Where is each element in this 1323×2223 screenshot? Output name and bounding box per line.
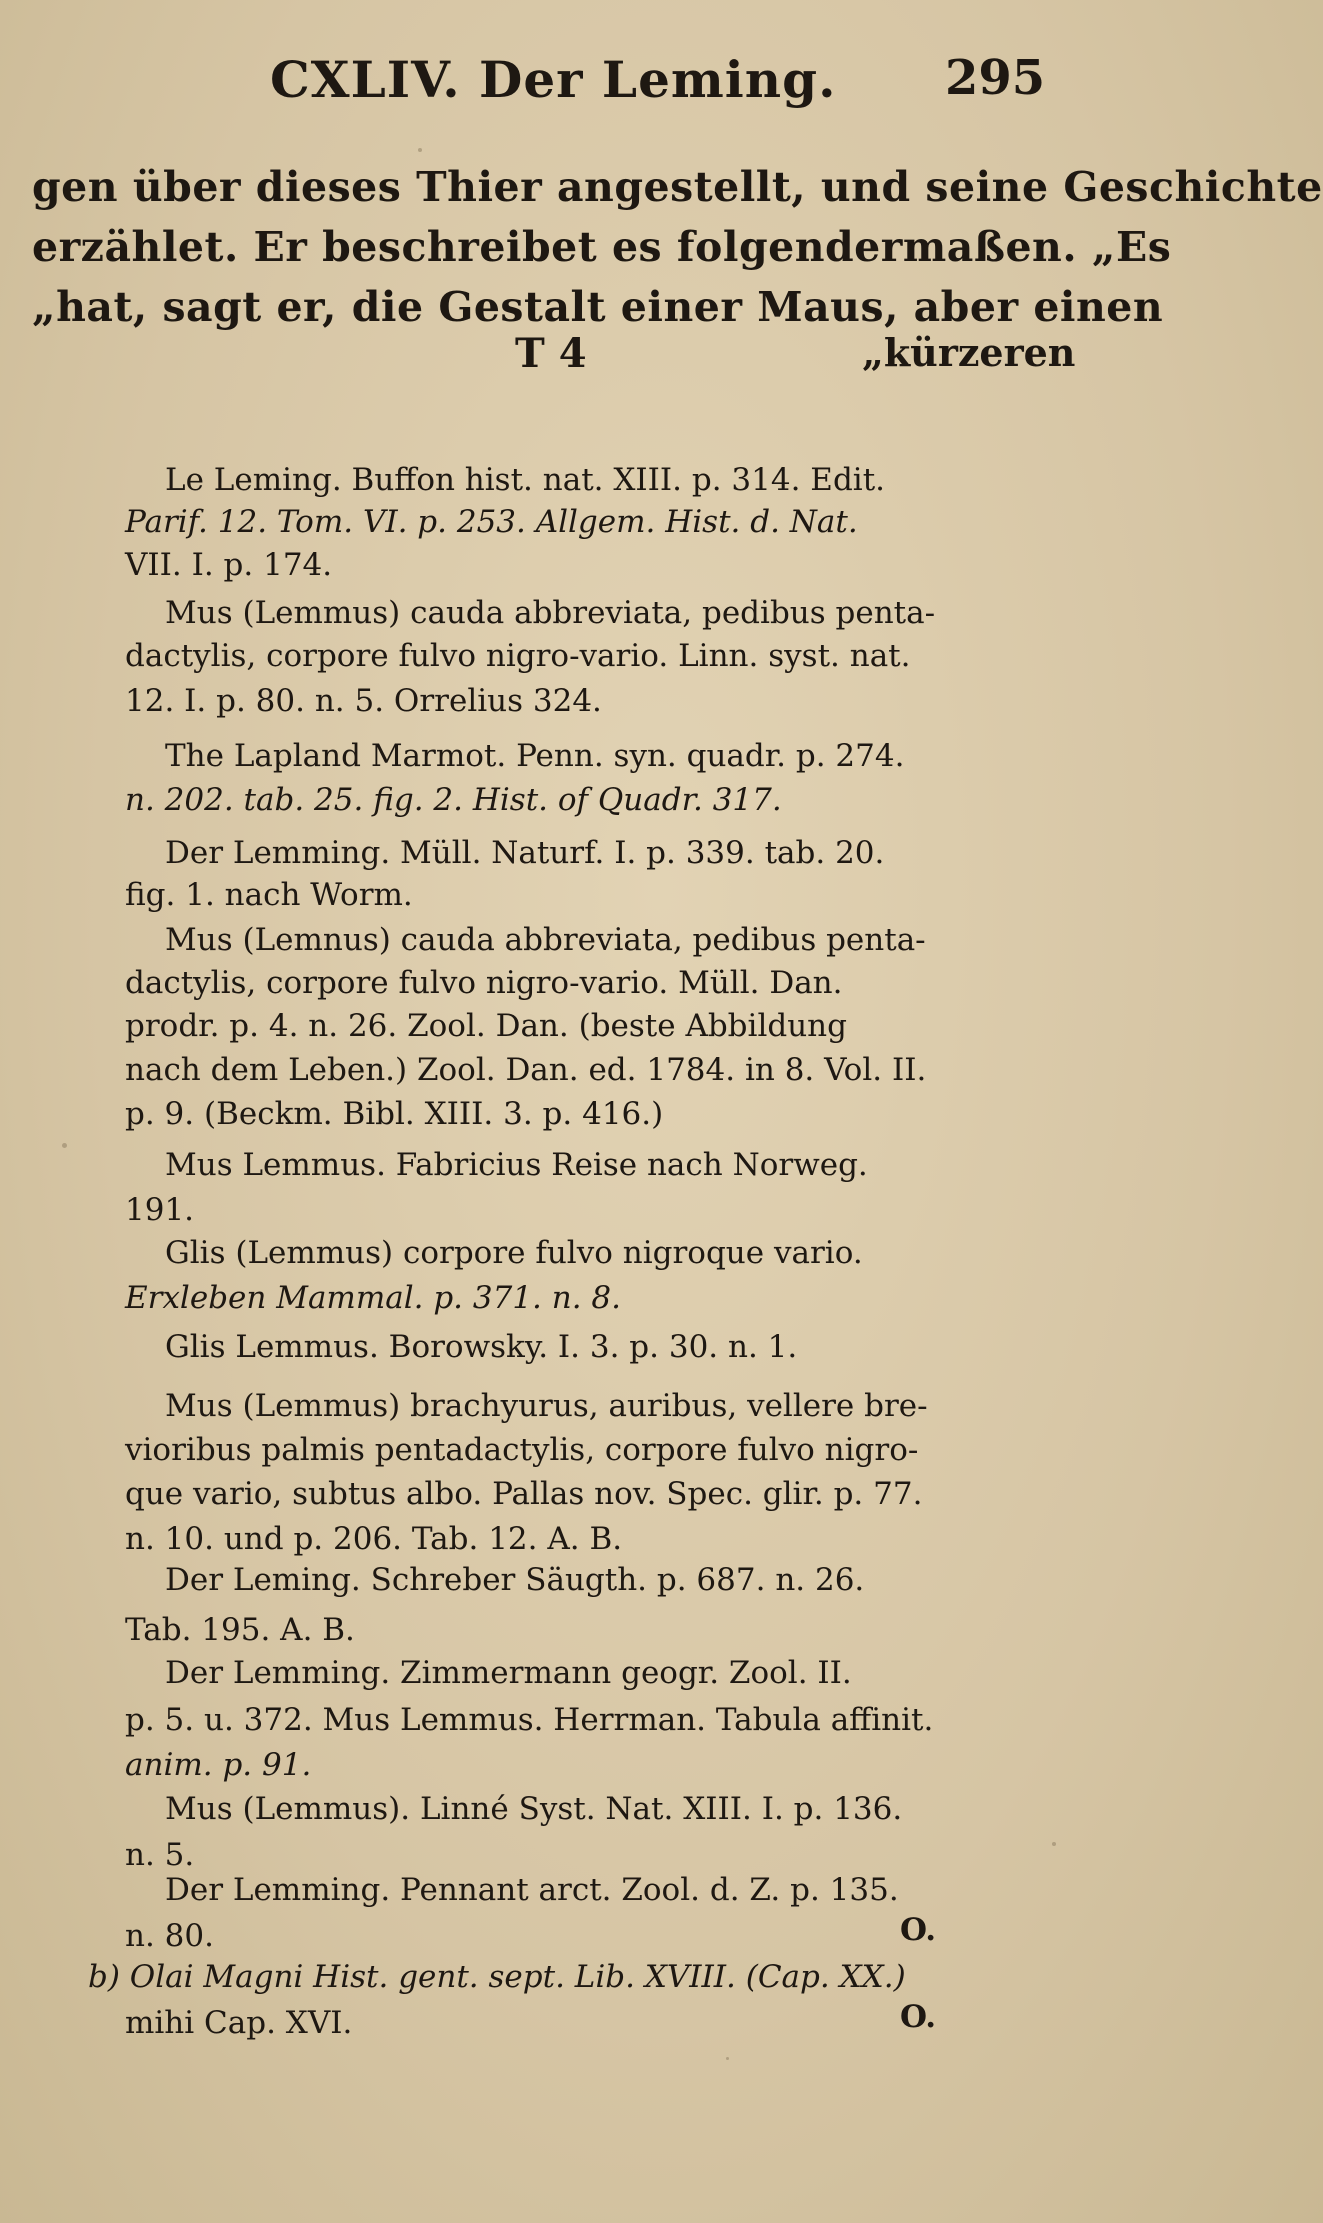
footnote-line: nach dem Leben.) Zool. Dan. ed. 1784. in 8. Vol. II. bbox=[125, 1052, 927, 1088]
footnote-line: Le Leming. Buffon hist. nat. XIII. p. 314. Edit. bbox=[165, 462, 886, 498]
footnote-line: Mus (Lemmus). Linné Syst. Nat. XIII. I. p. 136. bbox=[165, 1791, 903, 1827]
footnote-line: Glis (Lemmus) corpore fulvo nigroque vario. bbox=[165, 1235, 863, 1271]
footnote-line: 191. bbox=[125, 1192, 195, 1228]
footnote-line: fig. 1. nach Worm. bbox=[125, 877, 413, 913]
footnote-line: n. 80. bbox=[125, 1918, 214, 1954]
footnote-line: anim. p. 91. bbox=[125, 1747, 312, 1783]
body-line: „hat, sagt er, die Gestalt einer Maus, aber einen bbox=[32, 283, 1164, 331]
footnote-line: Der Lemming. Pennant arct. Zool. d. Z. p. 135. bbox=[165, 1872, 899, 1908]
footnote-line: Glis Lemmus. Borowsky. I. 3. p. 30. n. 1. bbox=[165, 1329, 798, 1365]
footnote-line: Mus Lemmus. Fabricius Reise nach Norweg. bbox=[165, 1147, 868, 1183]
footnote-line: mihi Cap. XVI. bbox=[125, 2005, 353, 2041]
footnote-line: Parif. 12. Tom. VI. p. 253. Allgem. Hist. d. Nat. bbox=[125, 504, 858, 540]
footnote-line: Mus (Lemmus) cauda abbreviata, pedibus penta- bbox=[165, 595, 936, 631]
footnote-line: Tab. 195. A. B. bbox=[125, 1612, 355, 1648]
paper-speck bbox=[726, 2057, 729, 2060]
footnote-line: The Lapland Marmot. Penn. syn. quadr. p. 274. bbox=[165, 738, 905, 774]
page-title: CXLIV. Der Leming. bbox=[270, 50, 837, 109]
footnote-line: p. 9. (Beckm. Bibl. XIII. 3. p. 416.) bbox=[125, 1096, 664, 1132]
footnote-line: que vario, subtus albo. Pallas nov. Spec. glir. p. 77. bbox=[125, 1476, 923, 1512]
running-header bbox=[0, 50, 1087, 120]
footnote-line: Mus (Lemmus) brachyurus, auribus, vellere bre- bbox=[165, 1388, 928, 1424]
footnote-line: b) Olai Magni Hist. gent. sept. Lib. XVIII. (Cap. XX.) bbox=[88, 1959, 906, 1995]
footnote-line: Mus (Lemnus) cauda abbreviata, pedibus penta- bbox=[165, 922, 926, 958]
paper-speck bbox=[62, 1143, 67, 1148]
footnote-line: Der Lemming. Müll. Naturf. I. p. 339. tab. 20. bbox=[165, 835, 885, 871]
body-line: gen über dieses Thier angestellt, und seine Geschichte bbox=[32, 163, 1323, 211]
body-line: erzählet. Er beschreibet es folgendermaßen. „Es bbox=[32, 223, 1172, 271]
page-number: 295 bbox=[945, 50, 1046, 106]
footnote-line: n. 202. tab. 25. fig. 2. Hist. of Quadr. 317. bbox=[125, 782, 782, 818]
catchword: „kürzeren bbox=[862, 330, 1076, 375]
signature-mark: T 4 bbox=[515, 330, 587, 377]
section-mark: O. bbox=[900, 1912, 936, 1948]
footnote-line: p. 5. u. 372. Mus Lemmus. Herrman. Tabula affinit. bbox=[125, 1702, 934, 1738]
footnote-line: dactylis, corpore fulvo nigro-vario. Müll. Dan. bbox=[125, 965, 843, 1001]
footnote-line: vioribus palmis pentadactylis, corpore fulvo nigro- bbox=[125, 1432, 919, 1468]
section-mark: O. bbox=[900, 1999, 936, 2035]
footnote-line: VII. I. p. 174. bbox=[125, 547, 333, 583]
footnote-line: Erxleben Mammal. p. 371. n. 8. bbox=[125, 1280, 621, 1316]
footnote-line: Der Lemming. Zimmermann geogr. Zool. II. bbox=[165, 1655, 852, 1691]
footnote-line: 12. I. p. 80. n. 5. Orrelius 324. bbox=[125, 683, 602, 719]
footnote-line: Der Leming. Schreber Säugth. p. 687. n. 26. bbox=[165, 1562, 865, 1598]
paper-speck bbox=[1052, 1842, 1056, 1846]
paper-speck bbox=[418, 148, 422, 152]
footnote-line: prodr. p. 4. n. 26. Zool. Dan. (beste Abbildung bbox=[125, 1008, 847, 1044]
footnote-line: dactylis, corpore fulvo nigro-vario. Linn. syst. nat. bbox=[125, 638, 911, 674]
footnote-line: n. 10. und p. 206. Tab. 12. A. B. bbox=[125, 1521, 623, 1557]
footnote-line: n. 5. bbox=[125, 1837, 195, 1873]
